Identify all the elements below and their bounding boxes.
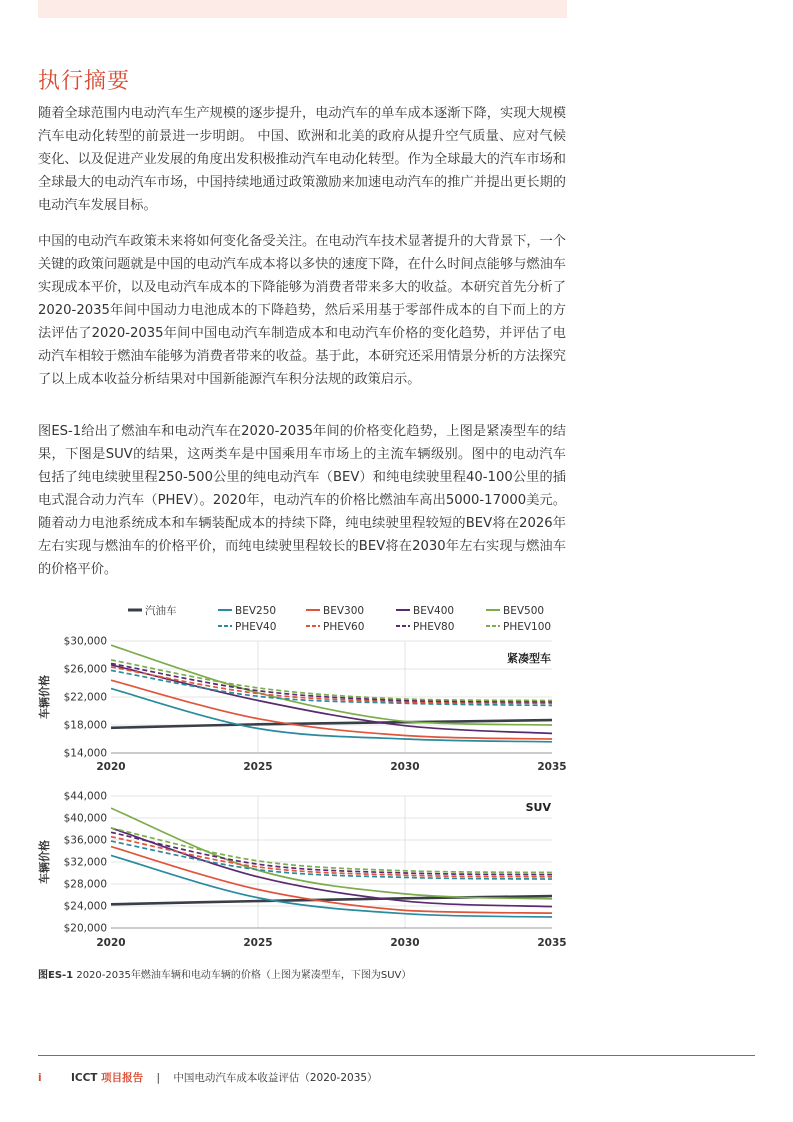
y-tick-label: $32,000 (63, 856, 107, 869)
y-tick-label: $22,000 (63, 691, 107, 704)
figure-caption-label: 图ES-1 (38, 970, 74, 981)
y-tick-label: $24,000 (63, 900, 107, 913)
legend-label-ice: 汽油车 (145, 605, 177, 617)
legend-item-phev80 (396, 621, 454, 633)
footer-report-title: 中国电动汽车成本收益评估（2020-2035） (173, 1072, 378, 1084)
price-trend-chart (0, 596, 600, 961)
x-tick-label: 2020 (96, 761, 126, 773)
paragraph-3: 图ES-1给出了燃油车和电动汽车在2020-2035年间的价格变化趋势，上图是紧凑型车的结果，下图是SUV的结果，这两类车是中国乘用车市场上的主流车辆级别。图中的电动汽车包括了纯电续驶里程250-500公里的纯电动汽车（BEV）和纯电续驶里程40-100公里的插电式混合动力汽车（PHEV）。2020年，电动汽车的价格比燃油车高出5000-17000美元。随着动力电池系统成本和车辆装配成本的持续下降，纯电续驶里程较短的BEV将在2026年左右实现与燃油车的价格平价，而纯电续驶里程较长的BEV将在2030年左右实现与燃油车的价格平价。 (38, 424, 566, 577)
x-tick-label: 2035 (537, 761, 567, 773)
x-tick-label: 2030 (390, 937, 420, 949)
x-tick-label: 2025 (243, 761, 273, 773)
footer-report-type: 项目报告 (97, 1072, 144, 1084)
y-tick-label: $40,000 (63, 812, 107, 825)
legend-item-bev300 (306, 605, 364, 617)
suv-panel (37, 791, 567, 950)
series-line-phev100 (111, 828, 552, 873)
legend-item-bev400 (396, 605, 454, 617)
legend-label-phev100: PHEV100 (503, 621, 552, 633)
x-tick-label: 2030 (390, 761, 420, 773)
series-line-phev60 (111, 667, 552, 703)
compact-car-panel (37, 636, 567, 774)
y-tick-label: $28,000 (63, 878, 107, 891)
legend-label-phev60: PHEV60 (323, 621, 365, 633)
series-line-bev500 (111, 645, 552, 725)
section-title: 执行摘要 (38, 69, 131, 94)
y-tick-label: $44,000 (63, 790, 107, 803)
legend-item-bev500 (486, 605, 544, 617)
y-axis-label: 车辆价格 (38, 675, 51, 719)
y-tick-label: $26,000 (63, 663, 107, 676)
paragraph-2: 中国的电动汽车政策未来将如何变化备受关注。在电动汽车技术显著提升的大背景下，一个关键的政策问题就是中国的电动汽车成本将以多快的速度下降，在什么时间点能够与燃油车实现成本平价，以及电动汽车成本的下降能够为消费者带来多大的收益。本研究首先分析了2020-2035年间中国动力电池成本的下降趋势，然后采用基于零部件成本的自下而上的方法评估了2020-2035年间中国电动汽车制造成本和电动汽车价格的变化趋势，并评估了电动汽车相较于燃油车能够为消费者带来的收益。基于此，本研究还采用情景分析的方法探究了以上成本收益分析结果对中国新能源汽车积分法规的政策启示。 (38, 234, 566, 387)
figure-caption-text: 2020-2035年燃油车辆和电动车辆的价格（上图为紧凑型车，下图为SUV） (73, 970, 412, 981)
page-number: i (38, 1072, 42, 1084)
footer-org: ICCT (70, 1072, 98, 1084)
series-line-phev40 (111, 841, 552, 879)
y-tick-label: $14,000 (63, 747, 107, 760)
y-tick-label: $36,000 (63, 834, 107, 847)
legend-item-ice (128, 604, 177, 617)
legend-item-phev40 (218, 621, 276, 633)
legend-label-bev500: BEV500 (503, 605, 545, 617)
paragraph-1: 随着全球范围内电动汽车生产规模的逐步提升，电动汽车的单车成本逐渐下降，实现大规模汽车电动化转型的前景进一步明朗。 中国、欧洲和北美的政府从提升空气质量、应对气候变化、以及促进产业发展的角度出发积极推动汽车电动化转型。作为全球最大的汽车市场和全球最大的电动汽车市场，中国持续地通过政策激励来加速电动汽车的推广并提出更长期的电动汽车发展目标。 (38, 106, 566, 213)
header-band (38, 0, 567, 18)
footer-divider (38, 1055, 755, 1056)
legend-label-phev40: PHEV40 (235, 621, 277, 633)
y-tick-label: $18,000 (63, 719, 107, 732)
legend-item-phev100 (486, 621, 551, 633)
legend-label-bev400: BEV400 (413, 605, 455, 617)
x-tick-label: 2035 (537, 937, 567, 949)
y-axis-label: 车辆价格 (38, 840, 51, 884)
legend-item-phev60 (306, 621, 364, 633)
legend-label-bev300: BEV300 (323, 605, 365, 617)
y-tick-label: $20,000 (63, 922, 107, 935)
footer-separator: | (156, 1072, 160, 1084)
panel-title: 紧凑型车 (507, 652, 551, 665)
legend-label-bev250: BEV250 (235, 605, 277, 617)
page-footer (38, 1070, 378, 1085)
series-line-bev500 (111, 808, 552, 899)
x-tick-label: 2025 (243, 937, 273, 949)
x-tick-label: 2020 (96, 937, 126, 949)
figure-caption (38, 966, 411, 981)
y-tick-label: $30,000 (63, 635, 107, 648)
legend-label-phev80: PHEV80 (413, 621, 455, 633)
legend-item-bev250 (218, 605, 276, 617)
panel-title: SUV (525, 801, 551, 814)
